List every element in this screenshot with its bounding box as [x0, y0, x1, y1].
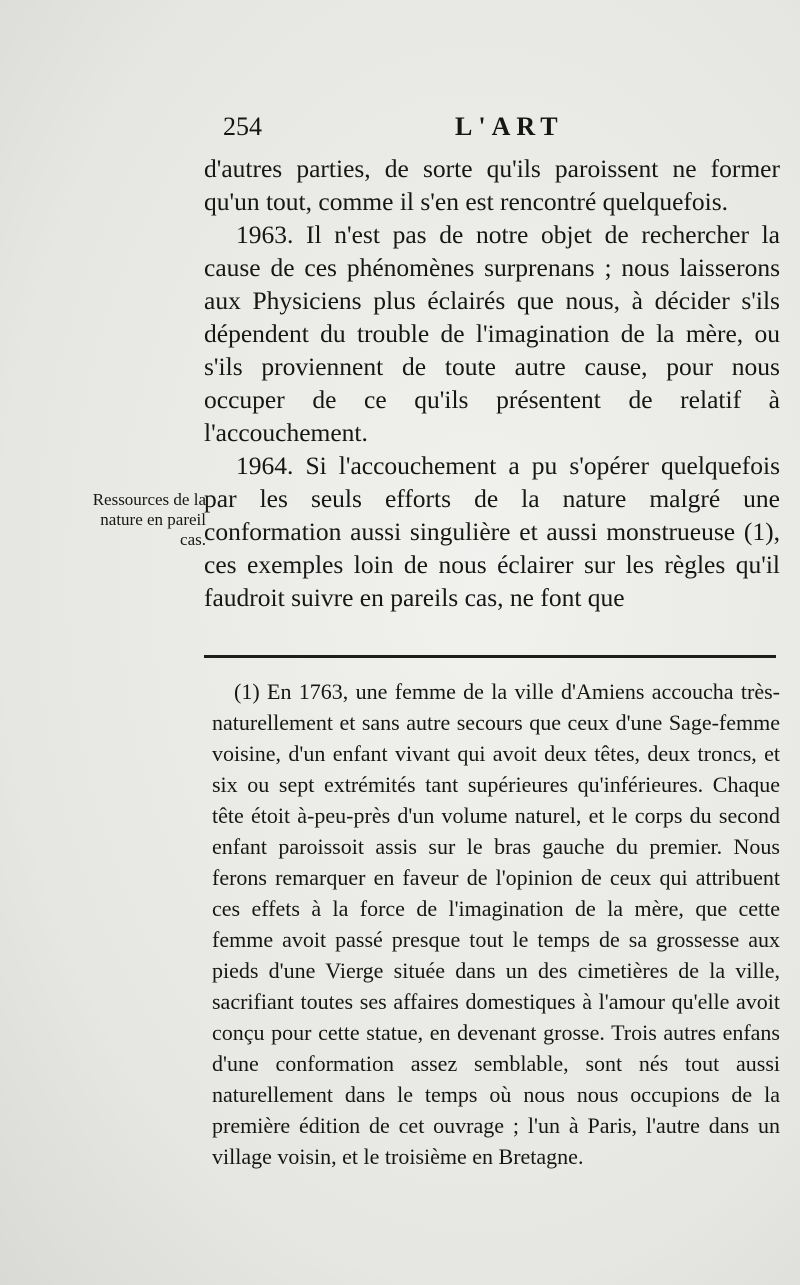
- footnote: [212, 676, 780, 1172]
- page-header: [205, 112, 780, 148]
- footnote-divider: [204, 655, 776, 658]
- paragraph-number: 1963.: [236, 220, 294, 249]
- paragraph-text: Si l'accouchement a pu s'opérer quelquefois par les seuls efforts de la nature malgré une conformation aussi singulière et aussi monstrueuse (1), ces exemples loin de nous éclairer sur les règles qu'il faudroit suivre en pareils cas, ne font que: [204, 451, 781, 612]
- paragraph-number: 1964.: [236, 451, 294, 480]
- running-title: L'ART: [455, 112, 564, 141]
- paragraph-continued: d'autres parties, de sorte qu'ils paroissent ne former qu'un tout, comme il s'en est rencontré quelquefois.: [204, 154, 780, 216]
- paragraph-1963: [204, 218, 780, 449]
- footnote-text: (1) En 1763, une femme de la ville d'Amiens accoucha très-naturellement et sans autre secours que ceux d'une Sage-femme voisine, d'un enfant vivant qui avoit deux têtes, deux troncs, et six ou sept extrémités tant supérieures qu'inférieures. Chaque tête étoit à-peu-près d'un volume naturel, et le corps du second enfant paroissoit assis sur le bras gauche du premier. Nous ferons remarquer en faveur de l'opinion de ceux qui attribuent ces effets à la force de l'imagination de la mère, que cette femme avoit passé presque tout le temps de sa grossesse aux pieds d'une Vierge située dans un des cimetières de la ville, sacrifiant toutes ses affaires domestiques à l'amour qu'elle avoit conçu pour cette statue, en devenant grosse. Trois autres enfans d'une conformation assez semblable, sont nés tout aussi naturellement dans le temps où nous nous occupions de la première édition de cet ouvrage ; l'un à Paris, l'autre dans un village voisin, et le troisième en Bretagne.: [212, 679, 780, 1169]
- paragraph-text: Il n'est pas de notre objet de rechercher la cause de ces phénomènes surprenans ; nous laisserons aux Physiciens plus éclairés que nous, à décider s'ils dépendent du trouble de l'imagination de la mère, ou s'ils proviennent de toute autre cause, pour nous occuper de ce qu'ils présentent de relatif à l'accouchement.: [204, 220, 780, 447]
- page-number: 254: [223, 112, 262, 141]
- main-text: [204, 152, 780, 614]
- margin-note: Ressources de la nature en pareil cas.: [92, 490, 206, 549]
- paragraph-1964: [204, 449, 780, 614]
